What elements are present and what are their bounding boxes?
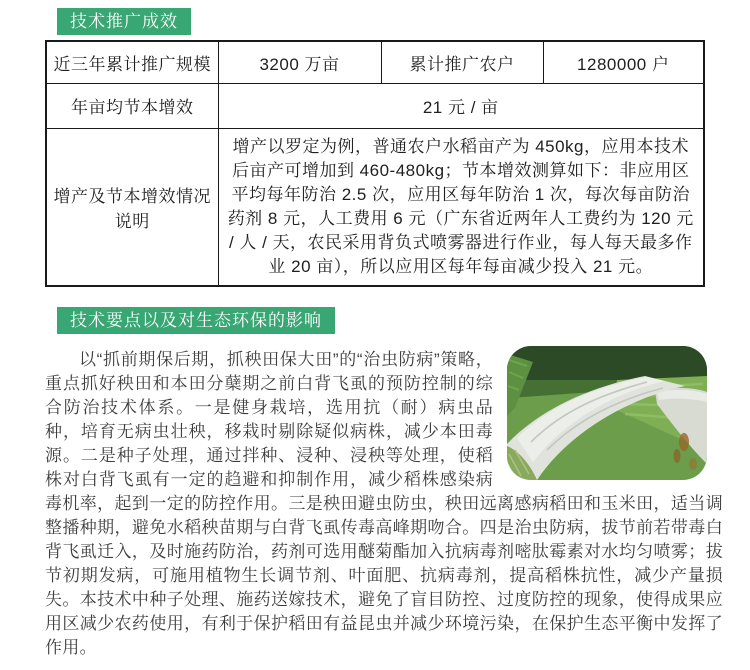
table-row [46,83,704,128]
cell-description-label: 增产及节本增效情况说明 [46,128,218,286]
section-header-technical-points: 技术要点以及对生态环保的影响 [57,307,335,334]
section-header-promotion-results: 技术推广成效 [57,8,191,35]
cell-scale-value: 3200 万亩 [218,41,381,83]
cell-scale-label: 近三年累计推广规模 [46,41,218,83]
promotion-results-section [45,8,723,287]
cell-saving-label: 年亩均节本增效 [46,83,218,128]
table-row [46,128,704,286]
cell-description-text: 增产以罗定为例，普通农户水稻亩产为 450kg，应用本技术后亩产可增加到 460-480kg；节本增效测算如下：非应用区平均每年防治 2.5 次，应用区每年防治 1 次，每次每亩防治药剂 8 元，人工费用 6 元（广东省近两年人工费约为 120 元 / 人 / 天，农民采用背负式喷雾器进行作业，每人每天最多作业 20 亩），所以应用区每年每亩减少投入 21 元。 [218,128,704,286]
technical-points-paragraph: 以“抓前期保后期，抓秧田保大田”的“治虫防病”策略，重点抓好秧田和本田分蘖期之前白背飞虱的预防控制的综合防治技术体系。一是健身栽培，选用抗（耐）病虫品种，培育无病虫壮秧，移栽时剔除疑似病株，减少本田毒源。二是种子处理，通过拌种、浸种、浸秧等处理，使稻株对白背飞虱有一定的趋避和抑制作用，减少稻株感染病毒机率，起到一定的防控作用。三是秧田避虫防虫，秧田远离感病稻田和玉米田，适当调整播种期，避免水稻秧苗期与白背飞虱传毒高峰期吻合。四是治虫防病，拔节前若带毒白背飞虱迁入，及时施药防治，药剂可选用醚菊酯加入抗病毒剂嘧肽霉素对水均匀喷雾；拔节初期发病，可施用植物生长调节剂、叶面肥、抗病毒剂，提高稻株抗性，减少产量损失。本技术中种子处理、施药送嫁技术，避免了盲目防控、过度防控的现象，使得成果应用区减少农药使用，有利于保护稻田有益昆虫并减少环境污染，在保护生态平衡中发挥了作用。 [45,350,723,657]
cell-households-label: 累计推广农户 [381,41,543,83]
technical-points-section [45,307,723,660]
table-row [46,41,704,83]
cell-households-value: 1280000 户 [543,41,704,83]
technical-points-body [45,348,723,660]
promotion-results-table [45,40,705,287]
covered-rice-seedbeds-photo [507,346,707,480]
cell-saving-value: 21 元 / 亩 [218,83,704,128]
